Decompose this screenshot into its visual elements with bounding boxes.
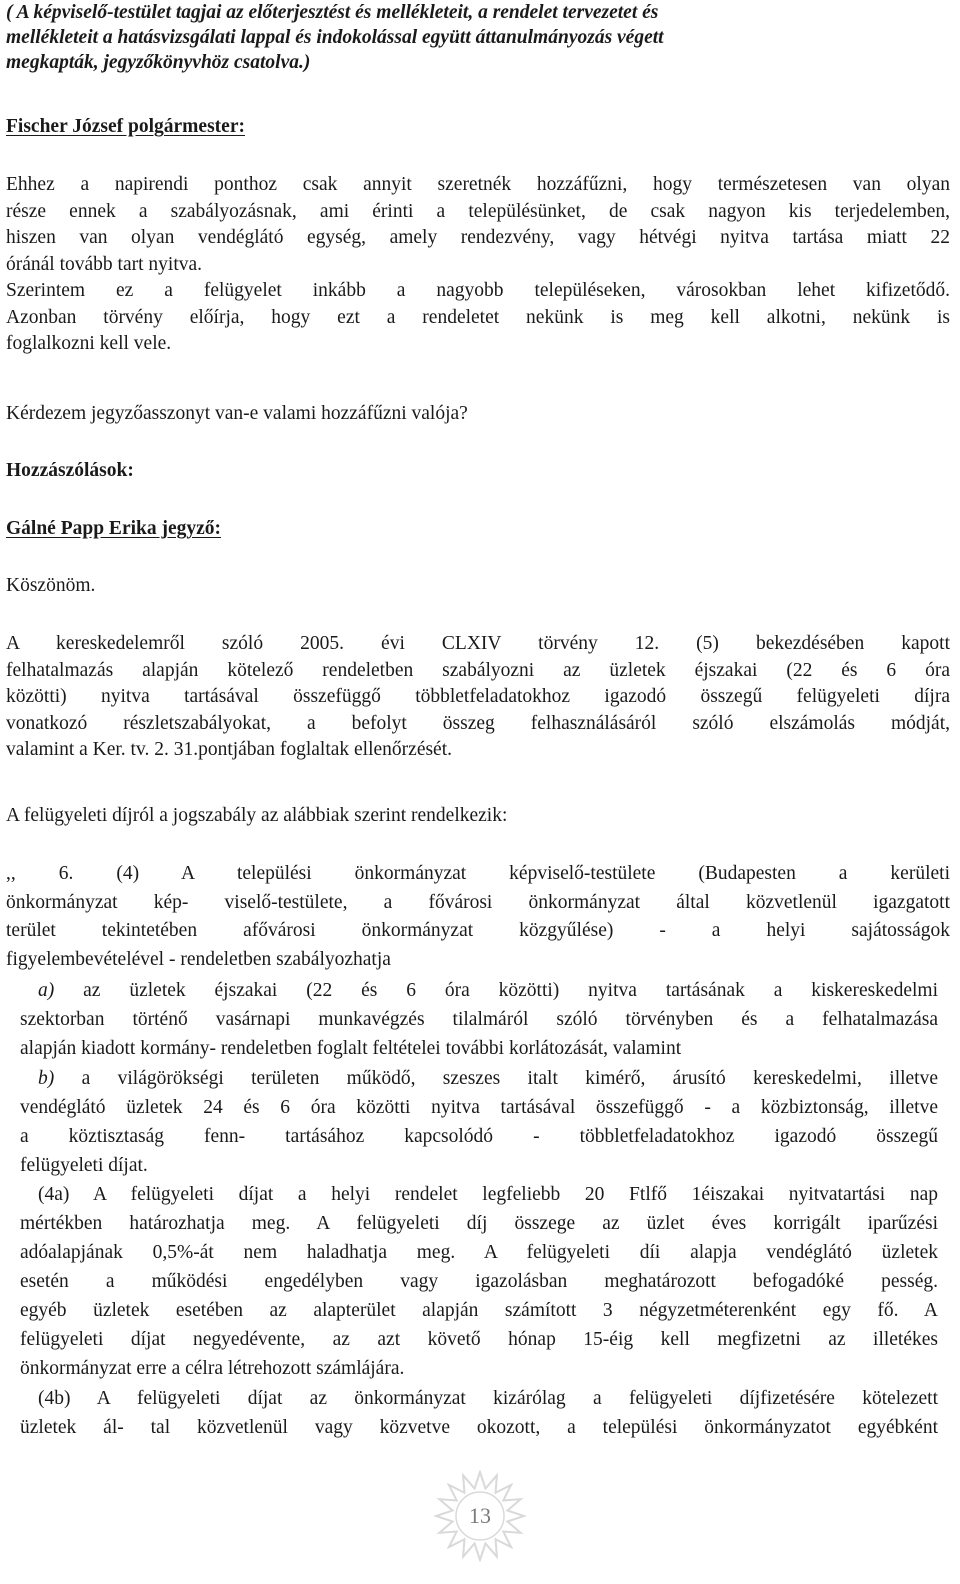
text-line: vonatkozó részletszabályokat, a befolyt összeg felhasználásáról szóló elszámolás módját, — [6, 712, 950, 734]
question-line: Kérdezem jegyzőasszonyt van-e valami hozzáfűzni valója? — [6, 403, 468, 424]
text-line — [20, 1064, 938, 1093]
point-a-label: a) — [38, 980, 55, 1001]
text-line: Azonban törvény előírja, hogy ezt a rendeletet nekünk is meg kell alkotni, nekünk is — [6, 306, 950, 328]
text-line: üzletek ál- tal közvetlenül vagy közvetve okozott, a települési önkormányzatot egyébként — [20, 1417, 938, 1438]
text-line: (4a) A felügyeleti díjat a helyi rendelet legfeliebb 20 Ftlfő 1éiszakai nyitvatartási nap — [38, 1184, 938, 1205]
text-line: Ehhez a napirendi ponthoz csak annyit szeretnék hozzáfűzni, hogy természetesen van olyan — [6, 174, 950, 195]
text-line: (4b) A felügyeleti díjat az önkormányzat kizárólag a felügyeleti díjfizetésére kötelezett — [38, 1388, 938, 1409]
fee-intro-line: A felügyeleti díjról a jogszabály az alábbiak szerint rendelkezik: — [6, 805, 508, 826]
text-line: A kereskedelemről szóló 2005. évi CLXIV törvény 12. (5) bekezdésében kapott — [6, 633, 950, 654]
law-quote — [6, 860, 950, 974]
text-line: hiszen van olyan vendéglátó egység, amely rendezvény, vagy hétvégi nyitva tartása miatt 22 — [6, 227, 950, 248]
text-line: óránál tovább tart nyitva. — [6, 253, 203, 275]
text-line: figyelembevételével - rendeletben szabályozhatja — [6, 948, 391, 970]
text-line — [20, 976, 938, 1005]
text-line: ,, 6. (4) A települési önkormányzat képviselő-testülete (Budapesten a kerületi — [6, 863, 950, 884]
text-line: esetén a működési engedélyben vagy igazolásban meghatározott befogadóké pesség. — [20, 1271, 938, 1292]
text-line: Szerintem ez a felügyelet inkább a nagyobb településeken, városokban lehet kifizetődő. — [6, 280, 950, 301]
text-line: szektorban történő vasárnapi munkavégzés tilalmáról szóló törvényben és a felhatalmazása — [20, 1009, 938, 1030]
point-b-label: b) — [38, 1068, 55, 1089]
intro-line: ( A képviselő-testület tagjai az előterjesztést és mellékleteit, a rendelet tervezetet és — [6, 2, 659, 23]
paragraph-4a — [20, 1180, 938, 1383]
legal-paragraph — [6, 631, 950, 764]
text-line: felhatalmazás alapján kötelező rendeletben szabályozni az üzletek éjszakai (22 és 6 óra — [6, 659, 950, 681]
speaker-mayor: Fischer József polgármester: — [6, 116, 245, 137]
text-line: terület tekintetében afővárosi önkormányzat közgyűlése) - a helyi sajátosságok — [6, 920, 950, 941]
text-line: foglalkozni kell vele. — [6, 333, 172, 354]
text-line: része ennek a szabályozásnak, ami érinti a településünket, de csak nagyon kis terjedelemben, — [6, 200, 950, 222]
page-number: 13 — [469, 1503, 491, 1528]
text-line: valamint a Ker. tv. 2. 31.pontjában foglaltak ellenőrzését. — [6, 739, 453, 760]
text-line: önkormányzat kép- viselő-testülete, a fővárosi önkormányzat által közvetlenül igazgatott — [6, 891, 950, 913]
point-a — [20, 976, 938, 1063]
intro-note — [6, 0, 950, 75]
point-b — [20, 1064, 938, 1180]
text-line: felügyeleti díjat negyedévente, az azt követő hónap 15-éig kell megfizetni az illetékes — [20, 1329, 938, 1350]
text-line: adóalapjának 0,5%-át nem haladhatja meg. A felügyeleti díi alapja vendéglátó üzletek — [20, 1242, 938, 1263]
paragraph-4b — [20, 1384, 938, 1442]
text-line: önkormányzat erre a célra létrehozott számlájára. — [20, 1358, 405, 1379]
text-line: a köztisztaság fenn- tartásához kapcsolódó - többletfeladatokhoz igazodó összegű — [20, 1126, 938, 1147]
text-line: egyéb üzletek esetében az alapterület alapján számított 3 négyzetméterenként egy fő. A — [20, 1300, 938, 1321]
speaker-notary: Gálné Papp Erika jegyző: — [6, 518, 222, 539]
comments-heading: Hozzászólások: — [6, 460, 134, 481]
text-line: alapján kiadott kormány- rendeletben foglalt feltételei további korlátozását, valamint — [20, 1038, 682, 1059]
text-line: mértékben határozhatja meg. A felügyeleti díj összege az üzlet éves korrigált iparűzési — [20, 1213, 938, 1234]
page-number-badge — [434, 1470, 526, 1562]
intro-line: mellékleteit a hatásvizsgálati lappal és indokolással együtt áttanulmányozás végett — [6, 27, 664, 48]
intro-line: megkapták, jegyzőkönyvhöz csatolva.) — [6, 52, 311, 73]
point-b-line: a világörökségi területen működő, szeszes italt kimérő, árusító kereskedelmi, illetve — [81, 1068, 939, 1089]
text-line: felügyeleti díjat. — [20, 1155, 148, 1176]
text-line: vendéglátó üzletek 24 és 6 óra közötti nyitva tartásával összefüggő - a közbiztonság, illetve — [20, 1097, 938, 1118]
mayor-paragraph — [6, 172, 950, 358]
point-a-line: az üzletek éjszakai (22 és 6 óra közötti) nyitva tartásának a kiskereskedelmi — [83, 980, 938, 1001]
text-line: közötti) nyitva tartásával összefüggő többletfeladatokhoz igazodó összegű felügyeleti díjra — [6, 686, 950, 707]
thanks-line: Köszönöm. — [6, 575, 96, 596]
